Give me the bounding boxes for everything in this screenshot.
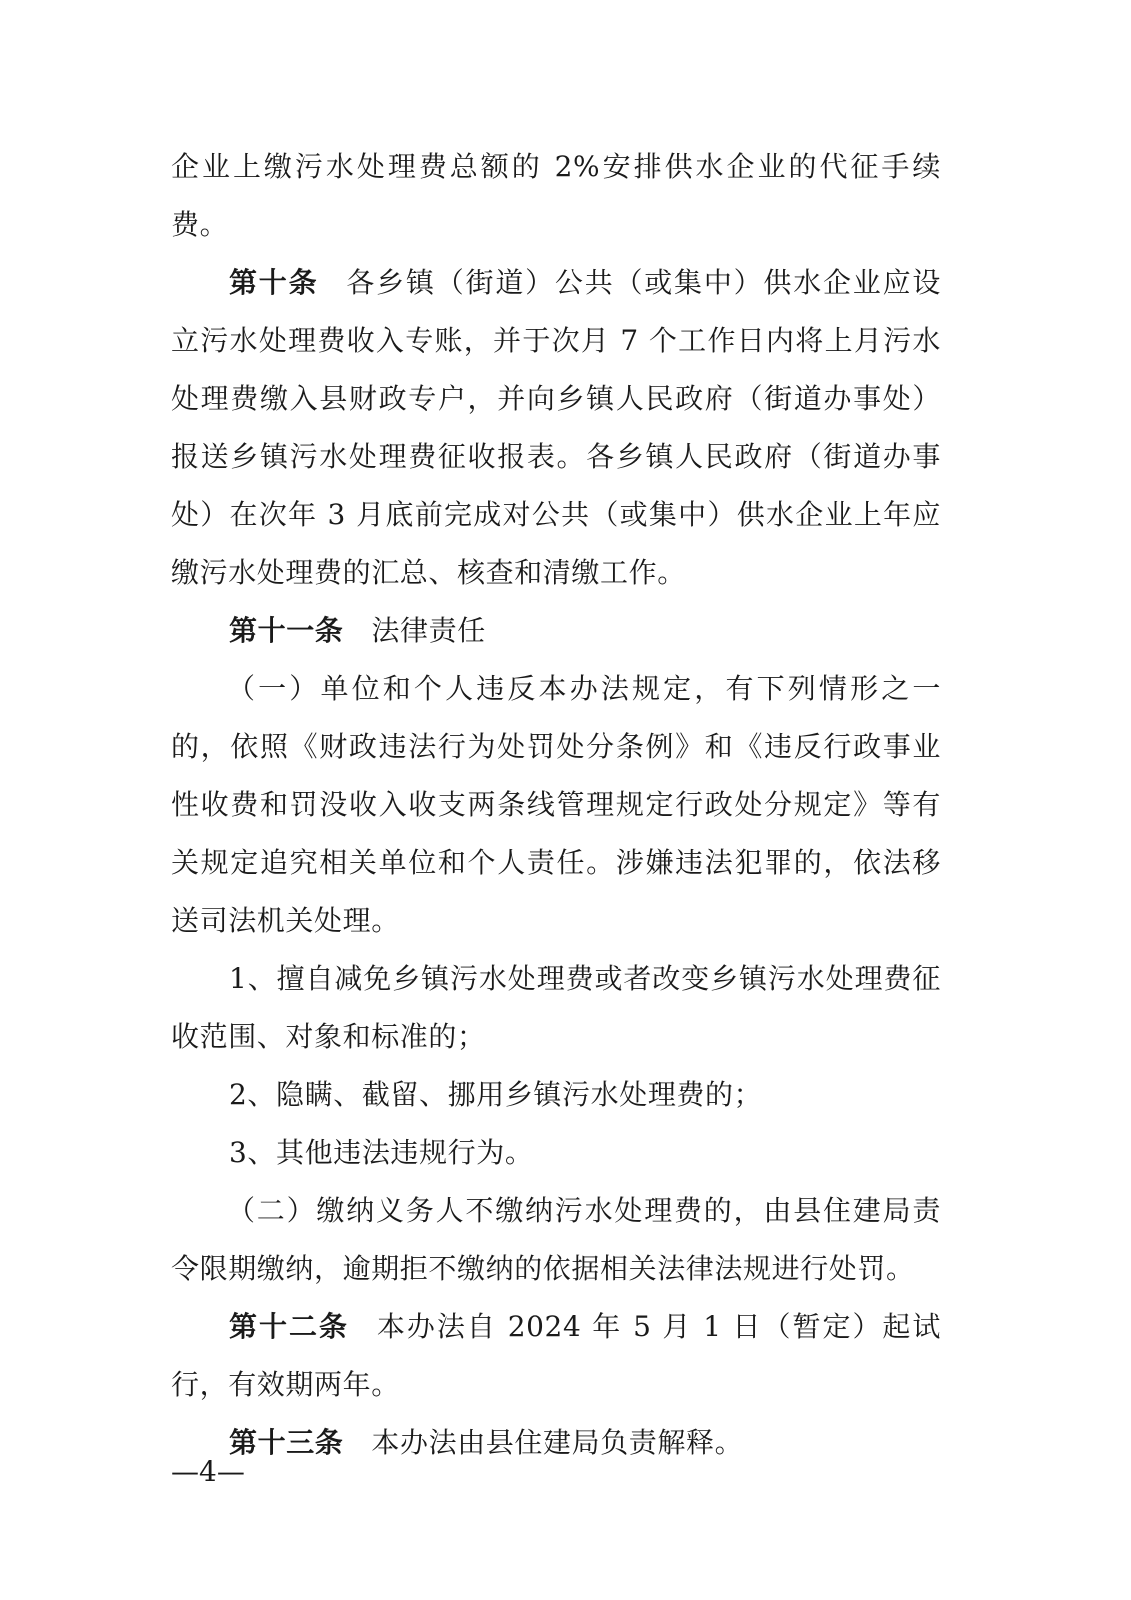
article-13 <box>171 1414 941 1472</box>
paragraph-fee-allocation: 企业上缴污水处理费总额的 2%安排供水企业的代征手续费。 <box>171 150 941 241</box>
clause-two: （二）缴纳义务人不缴纳污水处理费的，由县住建局责令限期缴纳，逾期拒不缴纳的依据相关法律法规进行处罚。 <box>171 1194 941 1285</box>
article-10-text: 各乡镇（街道）公共（或集中）供水企业应设立污水处理费收入专账，并于次月 7 个工作日内将上月污水处理费缴入县财政专户，并向乡镇人民政府（街道办事处）报送乡镇污水处理费征收报表。各乡镇人民政府（街道办事处）在次年 3 月底前完成对公共（或集中）供水企业上年应缴污水处理费的汇总、核查和清缴工作。 <box>171 266 941 589</box>
article-13-text: 本办法由县住建局负责解释。 <box>371 1426 744 1459</box>
article-13-heading: 第十三条 <box>229 1426 344 1459</box>
article-12 <box>171 1298 941 1414</box>
article-11 <box>171 602 941 660</box>
list-item-1: 1、擅自减免乡镇污水处理费或者改变乡镇污水处理费征收范围、对象和标准的； <box>171 962 941 1053</box>
article-11-text: 法律责任 <box>371 614 486 647</box>
article-12-heading: 第十二条 <box>229 1310 349 1343</box>
article-11-heading: 第十一条 <box>229 614 344 647</box>
article-12-text: 本办法自 2024 年 5 月 1 日（暂定）起试行，有效期两年。 <box>171 1310 942 1401</box>
page-number: —4— <box>171 1455 245 1488</box>
article-10-heading: 第十条 <box>229 266 319 299</box>
document-body <box>171 138 941 1472</box>
list-item-2: 2、隐瞒、截留、挪用乡镇污水处理费的； <box>229 1078 763 1111</box>
article-10 <box>171 254 941 602</box>
list-item-3: 3、其他违法违规行为。 <box>229 1136 534 1169</box>
clause-one: （一）单位和个人违反本办法规定，有下列情形之一的，依照《财政违法行为处罚处分条例》和《违反行政事业性收费和罚没收入收支两条线管理规定行政处分规定》等有关规定追究相关单位和个人责任。涉嫌违法犯罪的，依法移送司法机关处理。 <box>171 672 941 937</box>
